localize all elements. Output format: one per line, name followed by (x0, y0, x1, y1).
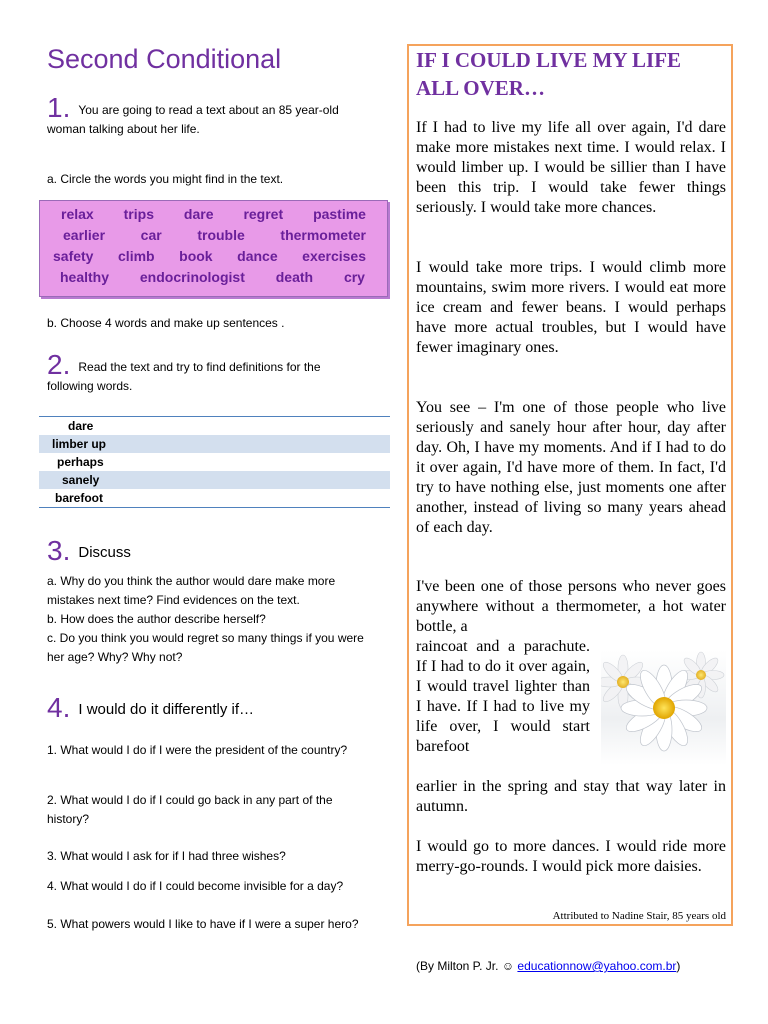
question-3: 3. What would I ask for if I had three wishes? (47, 849, 286, 863)
story-paragraph-3: You see – I'm one of those people who live seriously and sanely hour after hour, day after day. Oh, I have my moments. And if I had to do it over again, I'd have more of them. In fact, I'd try to have nothing else, just moments one after another, instead of living so many years ahead of each day. (416, 399, 726, 536)
table-row (39, 471, 390, 489)
question-1: 1. What would I do if I were the president of the country? (47, 743, 348, 757)
table-row (39, 417, 390, 435)
word[interactable]: thermometer (280, 227, 366, 243)
word-box (39, 200, 388, 297)
story-paragraph-4b: raincoat and a parachute. If I had to do it over again, I would travel lighter than I have. If I had to live my life over, I would start barefoot (416, 638, 590, 755)
word[interactable]: dare (183, 206, 214, 222)
story-paragraph-4c: earlier in the spring and stay that way later in autumn. (416, 778, 726, 815)
daisy-image (601, 650, 726, 765)
story-paragraph-5: I would go to more dances. I would ride more merry-go-rounds. I would pick more daisies. (416, 838, 726, 875)
question-5: 5. What powers would I like to have if I were a super hero? (47, 917, 359, 931)
author-footer (416, 959, 680, 973)
word[interactable]: pastime (313, 206, 366, 222)
discuss-question: b. How does the author describe herself? (47, 612, 266, 626)
discuss-question: a. Why do you think the author would dare make more mistakes next time? Find evidences on the text. (47, 574, 336, 607)
section-3-heading (47, 535, 131, 567)
word[interactable]: relax (61, 206, 94, 222)
word[interactable]: healthy (60, 269, 110, 285)
word-row (40, 225, 387, 246)
definition-word: perhaps (57, 455, 104, 469)
definition-word: limber up (52, 437, 107, 451)
word[interactable]: dance (237, 248, 278, 264)
discuss-question: c. Do you think you would regret so many things if you were her age? Why? Why not? (47, 631, 364, 664)
word[interactable]: death (275, 269, 314, 285)
smiley-icon: ☺ (501, 959, 515, 973)
word[interactable]: exercises (302, 248, 366, 264)
footer-prefix: (By Milton P. Jr. (416, 959, 502, 973)
word[interactable]: car (140, 227, 162, 243)
discuss-questions (47, 572, 377, 667)
definition-word: dare (68, 419, 94, 433)
definition-word: barefoot (55, 491, 103, 505)
page-title: Second Conditional (47, 44, 282, 74)
word[interactable]: safety (53, 248, 94, 264)
story-title: IF I COULD LIVE MY LIFE ALL OVER… (416, 48, 682, 100)
section-4-number: 4. (47, 692, 71, 723)
section-3-number: 3. (47, 535, 71, 566)
section-1 (47, 92, 367, 139)
table-row (39, 489, 390, 507)
word-row (40, 267, 387, 288)
section-4-heading (47, 692, 254, 724)
story-paragraph-2: I would take more trips. I would climb more mountains, swim more rivers. I would eat more ice cream and fewer beans. I would perhaps have more actual troubles, but I would have fewer imaginary ones. (416, 259, 726, 356)
section-2-number: 2. (47, 349, 71, 380)
section-2 (47, 349, 367, 396)
word[interactable]: book (179, 248, 213, 264)
word-row (40, 246, 387, 267)
story-paragraph-4a: I've been one of those persons who never goes anywhere without a thermometer, a hot water bottle, a (416, 578, 726, 635)
footer-suffix: ) (676, 959, 681, 973)
section-4-label: I would do it differently if… (78, 701, 255, 718)
word[interactable]: endocrinologist (139, 269, 245, 285)
definition-word: sanely (62, 473, 100, 487)
table-row (39, 435, 390, 453)
section-1-text: You are going to read a text about an 85 year-old woman talking about her life. (47, 103, 339, 136)
table-row (39, 453, 390, 471)
section-1-number: 1. (47, 92, 71, 123)
word[interactable]: climb (118, 248, 155, 264)
word[interactable]: regret (243, 206, 284, 222)
word[interactable]: cry (343, 269, 365, 285)
word[interactable]: earlier (63, 227, 106, 243)
email-link[interactable]: educationnow@yahoo.com.br (517, 959, 677, 973)
question-4: 4. What would I do if I could become invisible for a day? (47, 879, 344, 893)
word[interactable]: trouble (197, 227, 245, 243)
word-row (40, 204, 387, 225)
question-2: 2. What would I do if I could go back in any part of the history? (47, 793, 333, 826)
section-3-label: Discuss (78, 544, 131, 561)
story-paragraph-1: If I had to live my life all over again, I'd dare make more mistakes next time. I would relax. I would limber up. I would be sillier than I have been this trip. I would take fewer things seriously. I would take more chances. (416, 119, 726, 216)
instruction-make-sentences: b. Choose 4 words and make up sentences . (47, 316, 285, 330)
word[interactable]: trips (123, 206, 154, 222)
instruction-circle-words: a. Circle the words you might find in the text. (47, 172, 284, 186)
story-attribution: Attributed to Nadine Stair, 85 years old (552, 910, 726, 922)
section-2-text: Read the text and try to find definitions for the following words. (47, 360, 321, 393)
definitions-table (39, 416, 390, 508)
